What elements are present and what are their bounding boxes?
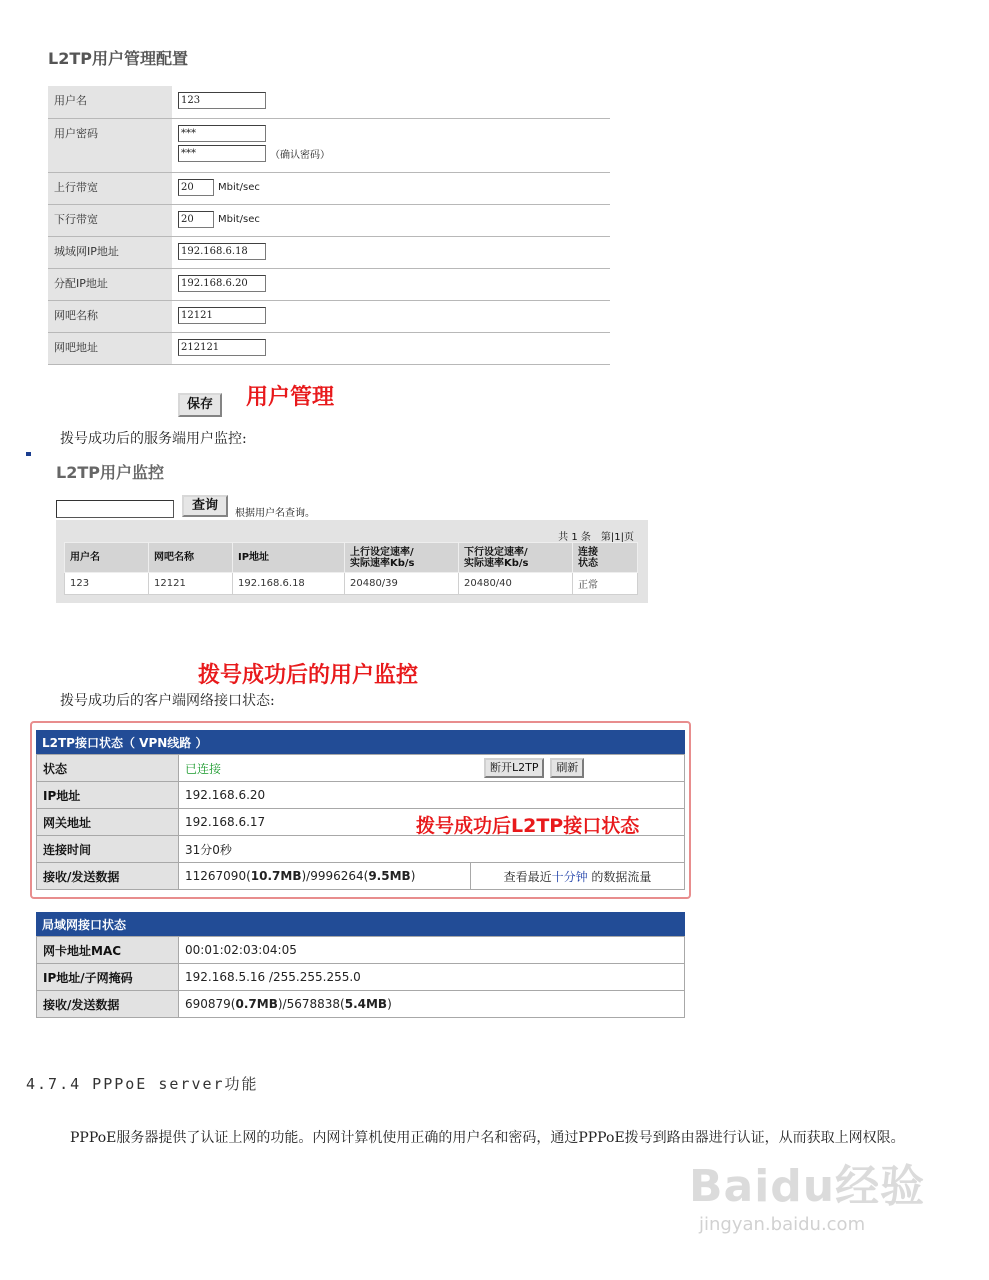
confirm-password-input[interactable]: *** [178, 145, 266, 162]
recent-traffic-link-cell: 查看最近十分钟 的数据流量 [471, 863, 685, 890]
ten-minutes-link[interactable]: 十分钟 [551, 869, 588, 884]
state-value: 已连接 [185, 761, 222, 776]
col-cafe-name: 网吧名称 [149, 543, 233, 573]
cafe-addr-input[interactable]: 212121 [178, 339, 266, 356]
form-row-username [48, 86, 610, 118]
l2tp-row-uptime [37, 836, 685, 863]
cell-username: 123 [65, 573, 149, 595]
form-row-downstream [48, 204, 610, 236]
cell-down-rate: 20480/40 [459, 573, 573, 595]
user-config-form [48, 86, 610, 365]
lan-status-panel [36, 912, 685, 1018]
traffic-value: 11267090(10.7MB)/9996264(9.5MB) [179, 863, 471, 890]
upstream-input[interactable]: 20 [178, 179, 214, 196]
wan-ip-input[interactable]: 192.168.6.18 [178, 243, 266, 260]
gateway-label: 网关地址 [37, 809, 179, 836]
l2tp-row-state [37, 755, 685, 782]
watermark-url: jingyan.baidu.com [699, 1214, 866, 1235]
col-up-rate: 上行设定速率/ 实际速率Kb/s [345, 543, 459, 573]
upstream-unit: Mbit/sec [218, 181, 260, 193]
ipmask-value: 192.168.5.16 /255.255.255.0 [179, 964, 685, 991]
col-down-rate: 下行设定速率/ 实际速率Kb/s [459, 543, 573, 573]
query-hint: 根据用户名查询。 [235, 508, 315, 519]
downstream-unit: Mbit/sec [218, 213, 260, 225]
section-heading: 4.7.4 PPPoE server功能 [26, 1075, 259, 1093]
l2tp-row-traffic [37, 863, 685, 890]
cafe-name-label: 网吧名称 [48, 300, 172, 332]
col-username: 用户名 [65, 543, 149, 573]
confirm-password-label: （确认密码） [270, 149, 330, 161]
col-conn-state: 连接 状态 [573, 543, 638, 573]
lan-traffic-label: 接收/发送数据 [37, 991, 179, 1018]
downstream-input[interactable]: 20 [178, 211, 214, 228]
l2tp-status-table [36, 754, 685, 890]
monitor-panel [56, 520, 648, 603]
table-row [65, 573, 638, 595]
monitor-table [64, 542, 638, 595]
col-ip: IP地址 [233, 543, 345, 573]
l2tp-row-gateway [37, 809, 685, 836]
cafe-name-input[interactable]: 12121 [178, 307, 266, 324]
mac-label: 网卡地址MAC [37, 937, 179, 964]
username-search-input[interactable] [56, 500, 174, 518]
cafe-addr-label: 网吧地址 [48, 332, 172, 364]
cell-up-rate: 20480/39 [345, 573, 459, 595]
baidu-watermark [689, 1150, 929, 1240]
cell-conn-state: 正常 [573, 573, 638, 595]
upstream-label: 上行带宽 [48, 172, 172, 204]
ip-value: 192.168.6.20 [179, 782, 685, 809]
l2tp-status-panel [36, 730, 685, 890]
form-row-cafe-addr [48, 332, 610, 364]
uptime-value: 31分0秒 [179, 836, 685, 863]
l2tp-row-ip [37, 782, 685, 809]
refresh-button[interactable]: 刷新 [550, 758, 584, 778]
disconnect-l2tp-button[interactable]: 断开L2TP [484, 758, 544, 778]
lan-status-header: 局域网接口状态 [36, 912, 685, 936]
wan-ip-label: 城域网IP地址 [48, 236, 172, 268]
monitor-intro-text: 拨号成功后的服务端用户监控: [60, 431, 247, 447]
save-button[interactable]: 保存 [178, 393, 222, 417]
gateway-value: 192.168.6.17 [185, 815, 266, 829]
password-input[interactable]: *** [178, 125, 266, 142]
state-label: 状态 [37, 755, 179, 782]
form-row-cafe-name [48, 300, 610, 332]
password-label: 用户密码 [48, 118, 172, 172]
lan-row-traffic [37, 991, 685, 1018]
mac-value: 00:01:02:03:04:05 [179, 937, 685, 964]
ip-label: IP地址 [37, 782, 179, 809]
traffic-label: 接收/发送数据 [37, 863, 179, 890]
lan-row-mac [37, 937, 685, 964]
lan-status-table [36, 936, 685, 1018]
user-monitor-caption: 拨号成功后的用户监控 [198, 663, 419, 688]
l2tp-status-header: L2TP接口状态（ VPN线路 ） [36, 730, 685, 754]
lan-row-ipmask [37, 964, 685, 991]
form-row-wan-ip [48, 236, 610, 268]
query-button[interactable]: 查询 [182, 495, 228, 517]
client-status-intro-text: 拨号成功后的客户端网络接口状态: [60, 693, 275, 709]
form-row-upstream [48, 172, 610, 204]
l2tp-status-caption: 拨号成功后L2TP接口状态 [416, 815, 640, 837]
username-label: 用户名 [48, 86, 172, 118]
user-management-caption: 用户管理 [246, 385, 335, 410]
uptime-label: 连接时间 [37, 836, 179, 863]
form-row-assigned-ip [48, 268, 610, 300]
cell-ip: 192.168.6.18 [233, 573, 345, 595]
monitor-title: L2TP用户监控 [56, 463, 164, 482]
ipmask-label: IP地址/子网掩码 [37, 964, 179, 991]
pagination-count: 共 1 条 第|1|页 [558, 532, 634, 543]
assigned-ip-input[interactable]: 192.168.6.20 [178, 275, 266, 292]
assigned-ip-label: 分配IP地址 [48, 268, 172, 300]
username-input[interactable]: 123 [178, 92, 266, 109]
cell-cafe-name: 12121 [149, 573, 233, 595]
downstream-label: 下行带宽 [48, 204, 172, 236]
form-row-password [48, 118, 610, 172]
blue-marker [26, 452, 31, 456]
watermark-logo-text: Baidu经验 [689, 1161, 926, 1212]
config-title: L2TP用户管理配置 [48, 49, 188, 68]
pppoe-description: PPPoE服务器提供了认证上网的功能。内网计算机使用正确的用户名和密码，通过PPPoE拨号到路由器进行认证，从而获取上网权限。 [70, 1130, 905, 1146]
monitor-header-row [65, 543, 638, 573]
lan-traffic-value: 690879(0.7MB)/5678838(5.4MB) [179, 991, 685, 1018]
